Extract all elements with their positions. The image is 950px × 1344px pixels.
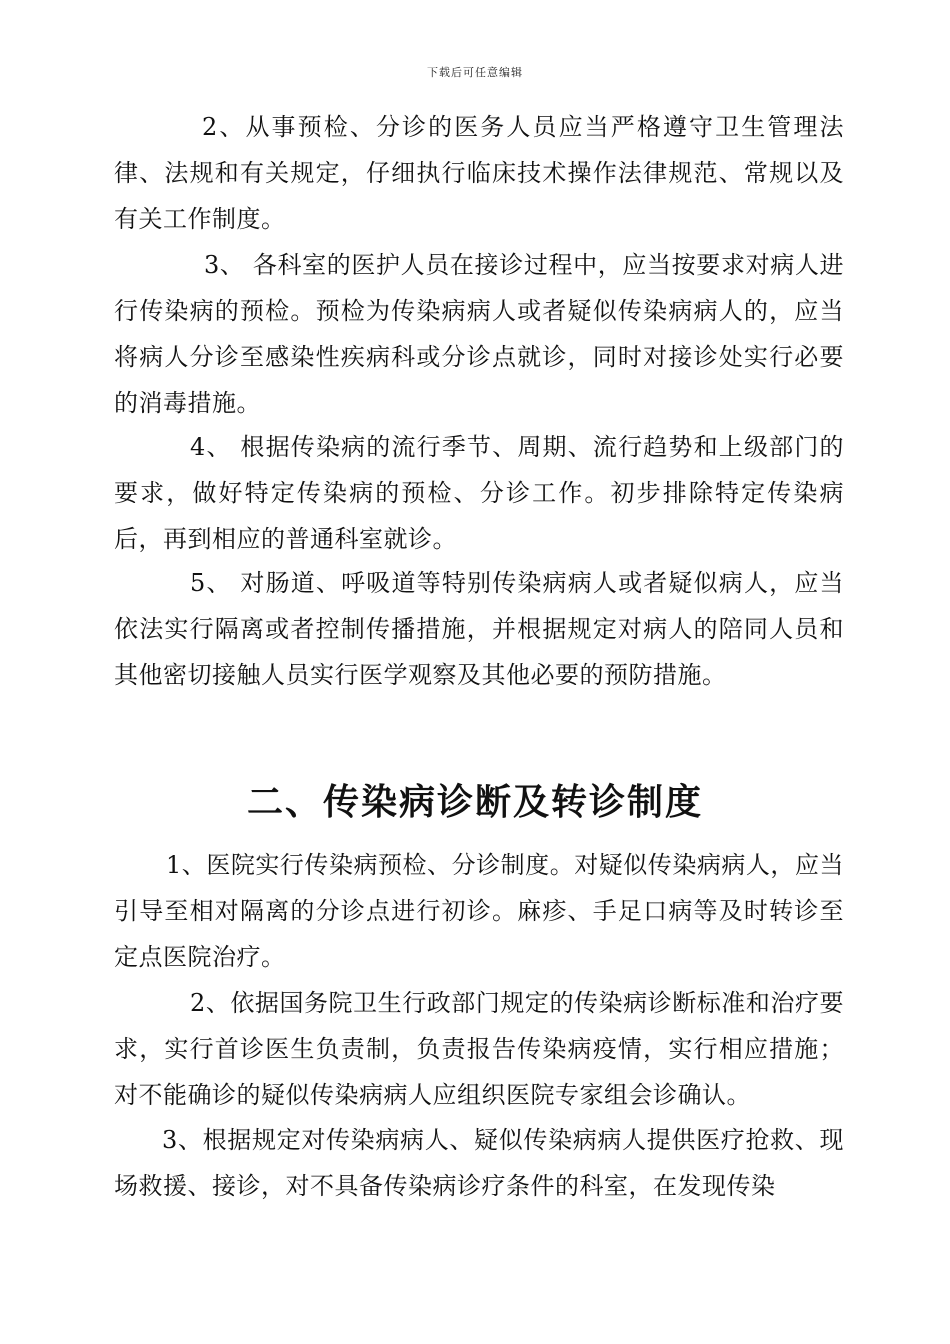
section-paragraph-2: 2、依据国务院卫生行政部门规定的传染病诊断标准和治疗要求，实行首诊医生负责制，负责报告传染病疫情，实行相应措施；对不能确诊的疑似传染病病人应组织医院专家组会诊确认。	[114, 989, 844, 1109]
section-paragraph-3: 3、根据规定对传染病病人、疑似传染病病人提供医疗抢救、现场救援、接诊，对不具备传染病诊疗条件的科室，在发现传染	[114, 1126, 844, 1200]
paragraph-item-4: 4、 根据传染病的流行季节、周期、流行趋势和上级部门的要求，做好特定传染病的预检、分诊工作。初步排除特定传染病后，再到相应的普通科室就诊。	[114, 433, 844, 553]
paragraph-item-2: 2、从事预检、分诊的医务人员应当严格遵守卫生管理法律、法规和有关规定，仔细执行临床技术操作法律规范、常规以及有关工作制度。	[114, 113, 844, 233]
section-paragraph-1: 1、医院实行传染病预检、分诊制度。对疑似传染病病人，应当引导至相对隔离的分诊点进行初诊。麻疹、手足口病等及时转诊至定点医院治疗。	[114, 851, 844, 971]
header-note: 下载后可任意编辑	[427, 66, 523, 79]
paragraph-item-3: 3、 各科室的医护人员在接诊过程中，应当按要求对病人进行传染病的预检。预检为传染病病人或者疑似传染病病人的，应当将病人分诊至感染性疾病科或分诊点就诊，同时对接诊处实行必要的消毒措施。	[114, 251, 844, 417]
paragraph-item-5: 5、 对肠道、呼吸道等特别传染病病人或者疑似病人，应当依法实行隔离或者控制传播措施，并根据规定对病人的陪同人员和其他密切接触人员实行医学观察及其他必要的预防措施。	[114, 569, 844, 689]
section-title: 二、传染病诊断及转诊制度	[246, 782, 703, 823]
